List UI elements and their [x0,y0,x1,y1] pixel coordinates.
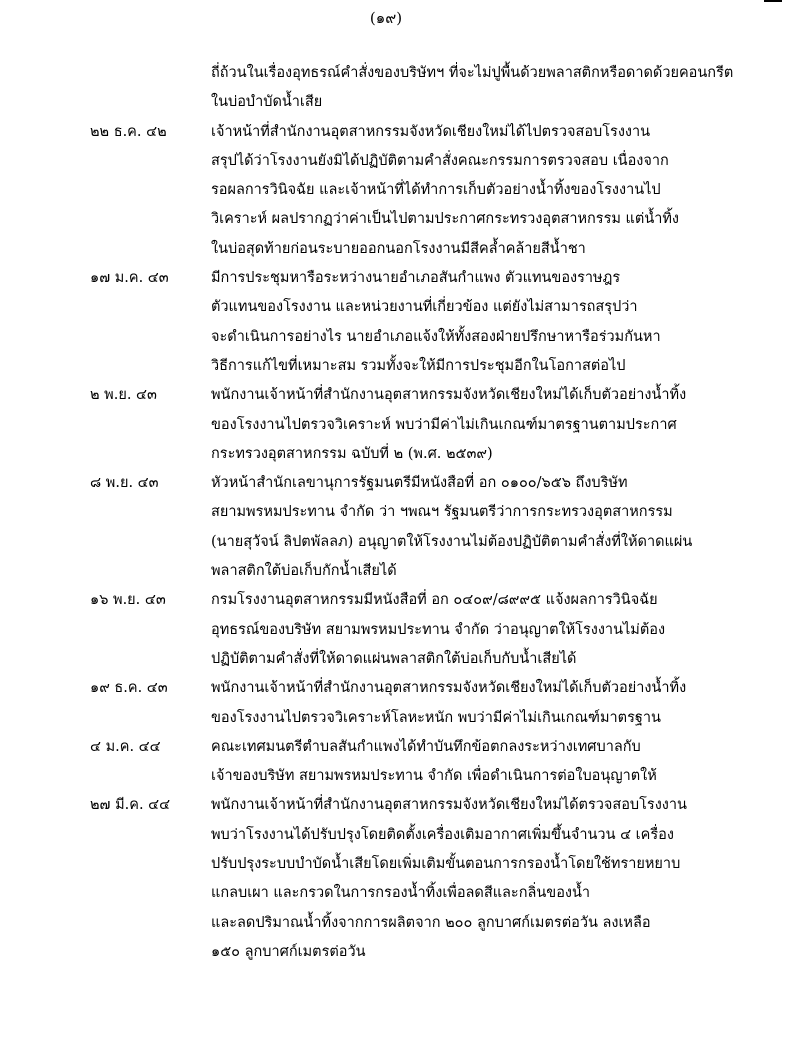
entry-text-line: กรมโรงงานอุตสาหกรรมมีหนังสือที่ อก ๐๔๐๙/๘๙๙๕ แจ้งผลการวินิจฉัย [211,592,658,609]
entry-date: ๑๙ ธ.ค. ๔๓ [90,680,168,697]
entry-text-line: สรุปได้ว่าโรงงานยังมิได้ปฏิบัติตามคำสั่งคณะกรรมการตรวจสอบ เนื่องจาก [211,152,669,169]
entry-text-line: พนักงานเจ้าหน้าที่สำนักงานอุตสาหกรรมจังหวัดเชียงใหม่ได้เก็บตัวอย่างน้ำทิ้ง [211,387,687,404]
entry-date: ๑๖ พ.ย. ๔๓ [90,592,166,609]
entry-text-line: และลดปริมาณน้ำทิ้งจากการผลิตจาก ๒๐๐ ลูกบาศก์เมตรต่อวัน ลงเหลือ [211,914,651,931]
timeline-entry [0,59,800,118]
entry-text [211,791,711,967]
entry-text-line: ของโรงงานไปตรวจวิเคราะห์ พบว่ามีค่าไม่เกินเกณฑ์มาตรฐานตามประกาศ [211,416,677,433]
timeline-entries [0,59,800,967]
entry-text-line: ตัวแทนของโรงงาน และหน่วยงานที่เกี่ยวข้อง แต่ยังไม่สามารถสรุปว่า [211,299,638,316]
timeline-entry [0,733,800,792]
entry-text-line: อุทธรณ์ของบริษัท สยามพรหมประทาน จำกัด ว่าอนุญาตให้โรงงานไม่ต้อง [211,621,666,638]
entry-text-line: คณะเทศมนตรีตำบลสันกำแพงได้ทำบันทึกข้อตกลงระหว่างเทศบาลกับ [211,738,641,755]
timeline-entry [0,118,800,264]
entry-text-line: ๑๕๐ ลูกบาศก์เมตรต่อวัน [211,943,366,960]
entry-text-line: รอผลการวินิจฉัย และเจ้าหน้าที่ได้ทำการเก็บตัวอย่างน้ำทิ้งของโรงงานไป [211,182,661,199]
entry-text-line: เจ้าหน้าที่สำนักงานอุตสาหกรรมจังหวัดเชียงใหม่ได้ไปตรวจสอบโรงงาน [211,123,651,140]
entry-text-line: สยามพรหมประทาน จำกัด ว่า ฯพณฯ รัฐมนตรีว่าการกระทรวงอุตสาหกรรม [211,504,673,521]
entry-text-line: มีการประชุมหารือระหว่างนายอำเภอสันกำแพง ตัวแทนของราษฎร [211,270,621,287]
entry-text [211,264,711,381]
entry-text [211,381,711,469]
entry-text-line: พลาสติกใต้บ่อเก็บกักน้ำเสียได้ [211,563,397,580]
entry-date: ๒ พ.ย. ๔๓ [90,387,157,404]
timeline-entry [0,791,800,967]
entry-text-line: (นายสุวัจน์ ลิปตพัลลภ) อนุญาตให้โรงงานไม่ต้องปฏิบัติตามคำสั่งที่ให้ดาดแผ่น [211,533,693,550]
entry-text [211,59,734,118]
entry-date: ๘ พ.ย. ๔๓ [90,475,159,492]
entry-text-line: ปฏิบัติตามคำสั่งที่ให้ดาดแผ่นพลาสติกใต้บ่อเก็บกับน้ำเสียได้ [211,650,577,667]
entry-date: ๔ ม.ค. ๔๔ [90,738,161,755]
entry-text-line: หัวหน้าสำนักเลขานุการรัฐมนตรีมีหนังสือที่ อก ๐๑๐๐/๖๕๖ ถึงบริษัท [211,475,628,492]
entry-date: ๑๗ ม.ค. ๔๓ [90,270,169,287]
page-number: (๑๙) [369,9,403,27]
entry-date: ๒๗ มี.ค. ๔๔ [90,797,171,814]
entry-text-line: ปรับปรุงระบบบำบัดน้ำเสียโดยเพิ่มเติมขั้นตอนการกรองน้ำโดยใช้ทรายหยาบ [211,856,681,873]
entry-text-line: วิธีการแก้ไขที่เหมาะสม รวมทั้งจะให้มีการประชุมอีกในโอกาสต่อไป [211,357,626,374]
entry-text-line: ในบ่อบำบัดน้ำเสีย [211,94,323,111]
entry-text-line: วิเคราะห์ ผลปรากฏว่าค่าเป็นไปตามประกาศกระทรวงอุตสาหกรรม แต่น้ำทิ้ง [211,211,680,228]
entry-text-line: พนักงานเจ้าหน้าที่สำนักงานอุตสาหกรรมจังหวัดเชียงใหม่ได้ตรวจสอบโรงงาน [211,797,687,814]
entry-date: ๒๒ ธ.ค. ๔๒ [90,123,167,140]
entry-text-line: กระทรวงอุตสาหกรรม ฉบับที่ ๒ (พ.ศ. ๒๕๓๙) [211,445,493,462]
entry-text-line: พบว่าโรงงานได้ปรับปรุงโดยติดตั้งเครื่องเติมอากาศเพิ่มขึ้นจำนวน ๔ เครื่อง [211,826,674,843]
entry-text-line: ในบ่อสุดท้ายก่อนระบายออกนอกโรงงานมีสีคล้ำคล้ายสีน้ำชา [211,240,586,257]
timeline-entry [0,264,800,381]
entry-text-line: ของโรงงานไปตรวจวิเคราะห์โลหะหนัก พบว่ามีค่าไม่เกินเกณฑ์มาตรฐาน [211,709,661,726]
timeline-entry [0,469,800,586]
entry-text-line: แกลบเผา และกรวดในการกรองน้ำทิ้งเพื่อลดสีและกลิ่นของน้ำ [211,885,591,902]
entry-text [211,733,711,792]
entry-text-line: เจ้าของบริษัท สยามพรหมประทาน จำกัด เพื่อดำเนินการต่อใบอนุญาตให้ [211,768,657,785]
timeline-entry [0,381,800,469]
entry-text [211,586,711,674]
corner-mark [764,0,782,2]
entry-text-line: ถี่ถ้วนในเรื่องอุทธรณ์คำสั่งของบริษัทฯ ที่จะไม่ปูพื้นด้วยพลาสติกหรือดาดด้วยคอนกรีต [211,65,734,81]
timeline-entry [0,586,800,674]
timeline-entry [0,674,800,733]
entry-text [211,674,711,733]
entry-text-line: จะดำเนินการอย่างไร นายอำเภอแจ้งให้ทั้งสองฝ่ายปรึกษาหารือร่วมกันหา [211,328,661,345]
entry-text-line: พนักงานเจ้าหน้าที่สำนักงานอุตสาหกรรมจังหวัดเชียงใหม่ได้เก็บตัวอย่างน้ำทิ้ง [211,680,687,697]
entry-text [211,118,711,264]
entry-text [211,469,711,586]
